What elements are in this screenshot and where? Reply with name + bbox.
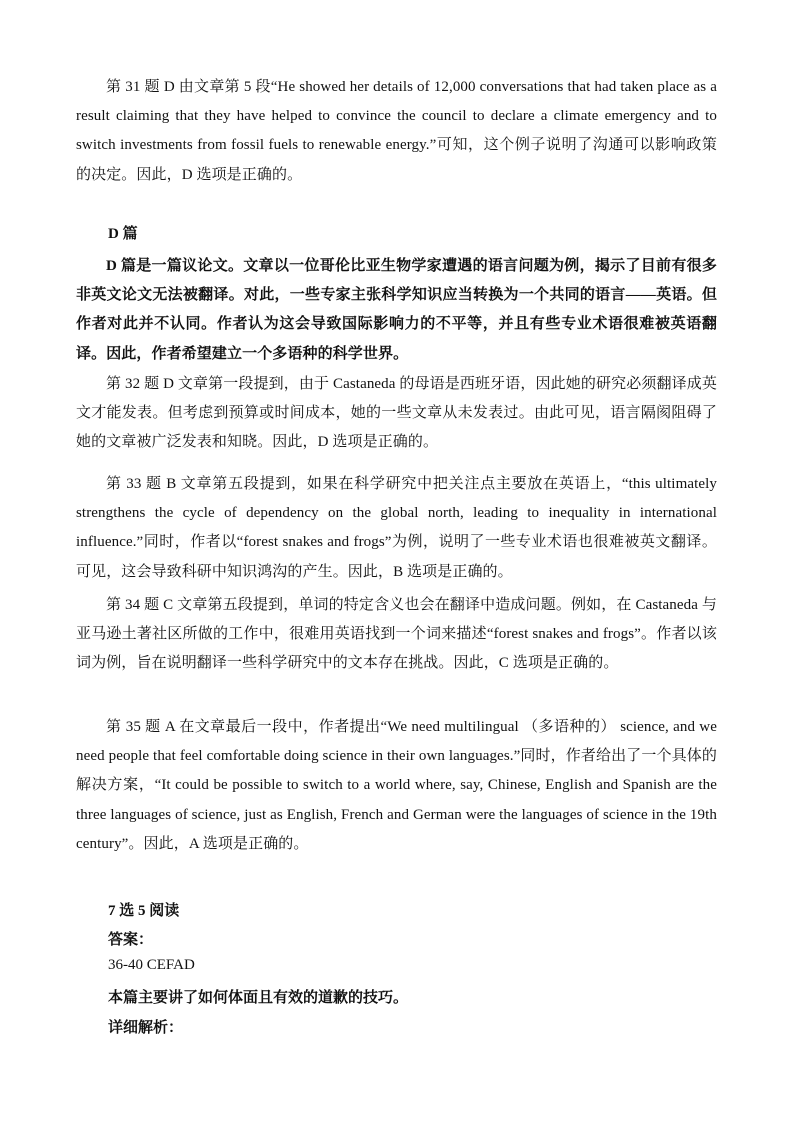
section-d-summary: D 篇是一篇议论文。文章以一位哥伦比亚生物学家遭遇的语言问题为例，揭示了目前有很多非英文论文无法被翻译。对此，一些专家主张科学知识应当转换为一个共同的语言——英语。但作者对此并不认同。作者认为这会导致国际影响力的不平等，并且有些专业术语很难被英语翻译。因此，作者希望建立一个多语种的科学世界。 (76, 258, 717, 362)
q33-explanation: 第 33 题 B 文章第五段提到，如果在科学研究中把关注点主要放在英语上，“this ultimately strengthens the cycle of dependency on the global north, leading to inequality in international influence.”同时，作者以“forest snakes and frogs”为例，说明了一些专业术语也很难被英文翻译。可见，这会导致科研中知识鸿沟的产生。因此，B 选项是正确的。 (76, 476, 717, 580)
answer-label: 答案： (108, 932, 154, 948)
section-d-heading: D 篇 (108, 226, 138, 242)
seven-five-summary: 本篇主要讲了如何体面且有效的道歉的技巧。 (108, 990, 409, 1006)
answers: 36-40 CEFAD (108, 957, 195, 973)
q35-explanation: 第 35 题 A 在文章最后一段中，作者提出“We need multilingual （多语种的） science, and we need people that feel comfortable doing science in their own languages.”同时，作者给出了一个具体的解决方案，“It could be possible to switch to a world where, say, Chinese, English and Spanish are the three languages of science, just as English, French and German were the languages of science in the 19th century”。因此，A 选项是正确的。 (76, 719, 717, 852)
q31-explanation: 第 31 题 D 由文章第 5 段“He showed her details of 12,000 conversations that had taken place as a result claiming that they have helped to convince the council to declare a climate emergency and to switch investments from fossil fuels to renewable energy.”可知，这个例子说明了沟通可以影响政策的决定。因此，D 选项是正确的。 (76, 79, 717, 183)
seven-five-heading: 7 选 5 阅读 (108, 903, 180, 919)
analysis-label: 详细解析： (108, 1020, 184, 1036)
q34-explanation: 第 34 题 C 文章第五段提到，单词的特定含义也会在翻译中造成问题。例如，在 Castaneda 与亚马逊土著社区所做的工作中，很难用英语找到一个词来描述“forest snakes and frogs”。作者以该词为例，旨在说明翻译一些科学研究中的文本存在挑战。因此，C 选项是正确的。 (76, 597, 717, 672)
q32-explanation: 第 32 题 D 文章第一段提到，由于 Castaneda 的母语是西班牙语，因此她的研究必须翻译成英文才能发表。但考虑到预算或时间成本，她的一些文章从未发表过。由此可见，语言隔阂阻碍了她的文章被广泛发表和知晓。因此，D 选项是正确的。 (76, 376, 717, 451)
